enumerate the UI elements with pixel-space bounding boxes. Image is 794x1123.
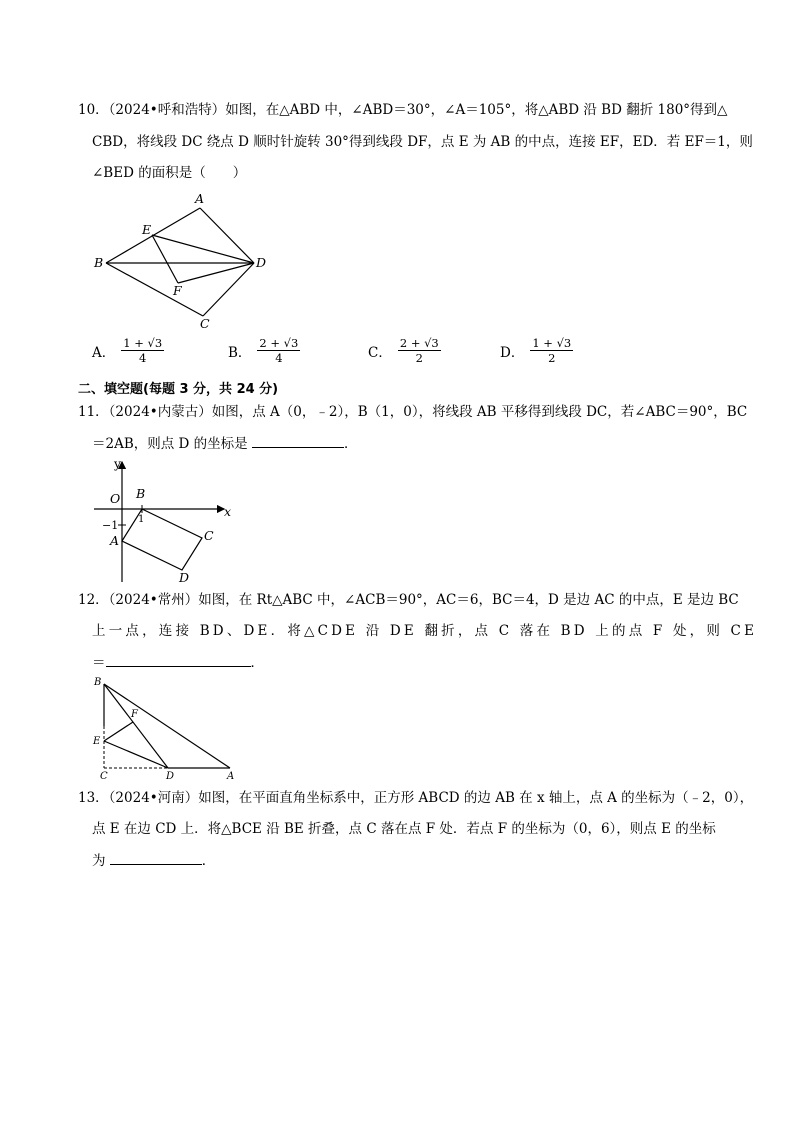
label-B: B: [136, 486, 146, 501]
choice-d[interactable]: [500, 336, 573, 365]
choice-denominator: 4: [139, 351, 147, 365]
segment-BC: [106, 263, 203, 316]
rectangle-ABCD: [122, 509, 202, 570]
label-C: C: [200, 316, 210, 331]
section-heading: 二、填空题(每题 3 分，共 24 分): [78, 382, 279, 397]
segment-AD: [200, 208, 254, 263]
q12-answer-blank[interactable]: [106, 653, 251, 667]
label-O: O: [110, 491, 121, 506]
q12-text-line3: [92, 653, 264, 672]
choice-denominator: 4: [275, 351, 283, 365]
q11-text-line2: [92, 434, 357, 453]
choice-a[interactable]: [92, 336, 164, 365]
q13-text-line2: 点 E 在边 CD 上．将△BCE 沿 BE 折叠，点 C 落在点 F 处．若点 F 的坐标为（0，6），则点 E 的坐标: [92, 821, 716, 837]
choice-b[interactable]: [228, 336, 300, 365]
label-F: F: [173, 283, 182, 298]
label-C: C: [204, 528, 214, 543]
choice-fraction: [398, 336, 441, 365]
choice-letter: B．: [228, 344, 252, 361]
q10-text-line2: CBD，将线段 DC 绕点 D 顺时针旋转 30°得到线段 DF，点 E 为 AB 的中点，连接 EF，ED．若 EF＝1，则: [92, 134, 753, 150]
choice-numerator: 1 + √3: [123, 336, 163, 350]
q10-text-line1: 10．（2024•呼和浩特）如图，在△ABD 中，∠ABD＝30°，∠A＝105°，将△ABD 沿 BD 翻折 180°得到△: [78, 102, 728, 118]
label-D: D: [166, 771, 175, 782]
segment-CD: [203, 263, 254, 316]
q13-text-post: ．: [201, 853, 216, 869]
choice-numerator: 2 + √3: [399, 336, 439, 350]
segment-EF: [104, 722, 133, 741]
label-A: A: [227, 771, 235, 782]
choice-c[interactable]: [368, 336, 441, 365]
q12-text-pre: ＝: [92, 655, 106, 671]
label-neg1: −1: [102, 519, 119, 532]
q11-text-pre: ＝2AB，则点 D 的坐标是: [92, 436, 248, 452]
label-y: y: [114, 456, 122, 471]
q13-text-pre: 为: [92, 853, 106, 869]
q10-figure: [88, 188, 278, 336]
q12-figure: [90, 674, 240, 782]
q13-answer-blank[interactable]: [110, 851, 202, 865]
choice-fraction: [257, 336, 300, 365]
q12-text-post: ．: [250, 655, 264, 671]
q11-text-post: ．: [343, 436, 358, 452]
label-A: A: [195, 191, 205, 206]
segment-ED: [152, 235, 254, 263]
q13-text-line1: 13．（2024•河南）如图，在平面直角坐标系中，正方形 ABCD 的边 AB 在 x 轴上，点 A 的坐标为（﹣2，0），: [78, 790, 754, 806]
label-A: A: [110, 533, 120, 548]
q12-text-line2: 上一点，连接 BD、DE．将△CDE 沿 DE 翻折，点 C 落在 BD 上的点 F 处，则 CE: [92, 623, 758, 639]
choice-numerator: 2 + √3: [259, 336, 299, 350]
q10-choices: [92, 336, 692, 372]
q10-text-line3: ∠BED 的面积是（ ）: [92, 165, 247, 181]
segment-BA: [104, 684, 230, 768]
q11-figure: [92, 456, 242, 586]
choice-numerator: 1 + √3: [532, 336, 572, 350]
label-C: C: [100, 771, 108, 782]
label-one: 1: [138, 514, 145, 525]
q12-text-line1: 12．（2024•常州）如图，在 Rt△ABC 中，∠ACB＝90°，AC＝6，BC＝4，D 是边 AC 的中点，E 是边 BC: [78, 592, 739, 608]
label-F: F: [131, 709, 138, 720]
label-E: E: [93, 736, 101, 747]
choice-denominator: 2: [415, 351, 423, 365]
choice-letter: D．: [500, 344, 525, 361]
segment-FD: [178, 263, 254, 283]
q11-answer-blank[interactable]: [252, 434, 344, 448]
choice-letter: A．: [92, 344, 116, 361]
label-E: E: [142, 222, 152, 237]
q11-text-line1: 11．（2024•内蒙古）如图，点 A（0，﹣2），B（1，0），将线段 AB 平移得到线段 DC，若∠ABC＝90°，BC: [78, 404, 748, 420]
segment-BD: [104, 684, 168, 768]
choice-fraction: [121, 336, 164, 365]
label-B: B: [94, 255, 104, 270]
label-D: D: [256, 255, 267, 270]
q13-text-line3: [92, 851, 215, 870]
segment-EF: [152, 235, 178, 283]
label-x: x: [224, 504, 232, 519]
choice-denominator: 2: [548, 351, 556, 365]
choice-fraction: [530, 336, 573, 365]
label-B: B: [94, 677, 102, 688]
label-D: D: [179, 570, 190, 585]
choice-letter: C．: [368, 344, 392, 361]
